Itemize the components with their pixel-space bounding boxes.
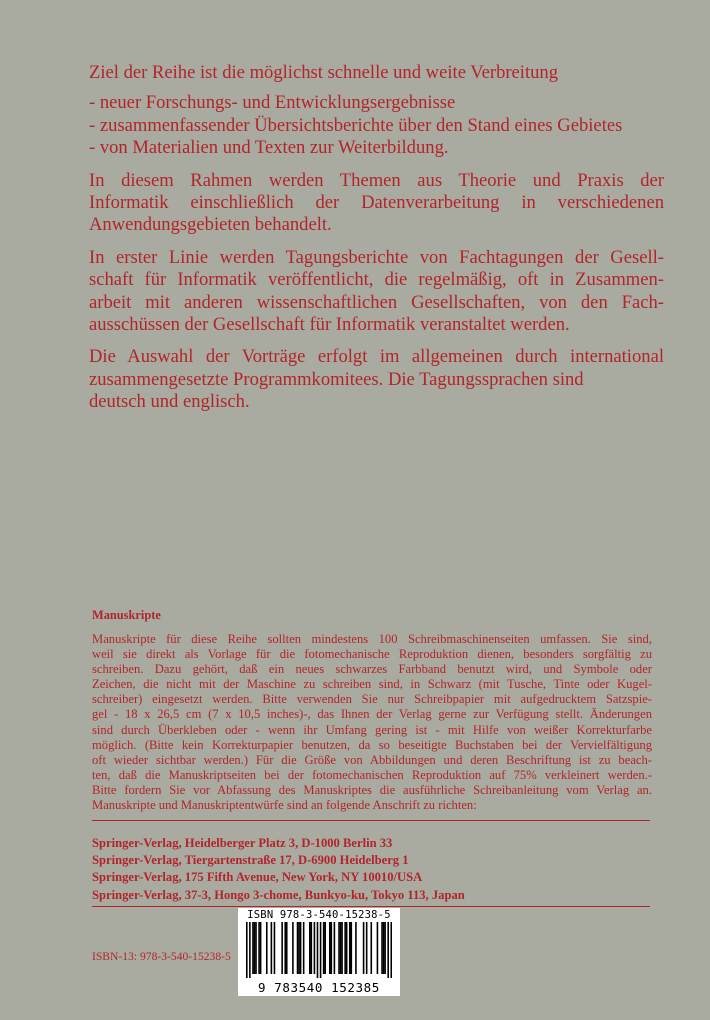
barcode-bar — [344, 922, 346, 974]
barcode-bar — [323, 922, 325, 974]
barcode-bar — [286, 922, 288, 974]
barcode-isbn: ISBN 978-3-540-15238-5 — [247, 909, 391, 921]
paragraph-line: In erster Linie werden Tagungsberichte von Fachtagungen der Gesell- — [89, 246, 664, 268]
barcode-bar — [297, 922, 299, 974]
manuscripts-heading: Manuskripte — [92, 608, 161, 622]
barcode-bar — [383, 922, 385, 974]
barcode-bar — [281, 922, 283, 974]
barcode-bar — [370, 922, 372, 974]
barcode-bar — [329, 922, 331, 974]
goal-item: - von Materialien und Texten zur Weiterbildung. — [89, 137, 449, 159]
manuscripts-line: möglich. (Bitte kein Korrekturpapier benutzen, da so beseitigte Buchstaben bei der Vervielfältigung — [92, 737, 652, 752]
manuscripts-line: gel - 18 x 26,5 cm (7 x 10,5 inches)-, das Ihnen der Verlag gerne zur Verfügung stellt. Änderungen — [92, 707, 652, 722]
series-description — [89, 62, 664, 414]
barcode-bar — [274, 922, 276, 974]
paragraph-line: zusammengesetzte Programmkomitees. Die Tagungssprachen sind — [89, 368, 584, 390]
barcode-bar — [377, 922, 379, 974]
barcode-bar — [303, 922, 305, 974]
barcode-bar — [260, 922, 262, 974]
manuscripts-line: weil sie direkt als Vorlage für die fotomechanische Reproduktion dienen, besonders sorgfältig zu — [92, 647, 652, 662]
barcode-bar — [311, 922, 313, 974]
paragraph-line: In diesem Rahmen werden Themen aus Theorie und Praxis der — [89, 169, 664, 191]
barcode-digits: 9 783540 152385 — [258, 980, 380, 995]
manuscripts-line: Bitte fordern Sie vor Abfassung des Manuskriptes die ausführliche Schreibanleitung vom Verlag an. — [92, 782, 652, 797]
manuscripts-line: schreiben. Dazu gehört, daß ein neues schwarzes Farbband benutzt wird, und Symbole oder — [92, 662, 652, 677]
barcode-bar — [387, 922, 389, 978]
barcode-bar — [320, 922, 322, 978]
barcode-bar — [340, 922, 342, 974]
barcode-bar — [355, 922, 357, 974]
manuscripts-line: oft wieder sichtbar werden.) Für die Größe von Abbildungen und deren Beschriftung ist zu beach- — [92, 752, 652, 767]
address-berlin: Springer-Verlag, Heidelberger Platz 3, D-1000 Berlin 33 — [92, 836, 393, 850]
paragraph-line: Informatik einschließlich der Datenverarbeitung in verschiedenen — [89, 192, 664, 214]
barcode-bar — [317, 922, 319, 978]
barcode-bar — [246, 922, 248, 978]
address-new-york: Springer-Verlag, 175 Fifth Avenue, New York, NY 10010/USA — [92, 870, 423, 885]
barcode-bar — [266, 922, 268, 974]
topics-paragraph — [89, 170, 664, 237]
barcode-bar — [309, 922, 311, 974]
divider-top — [92, 820, 650, 821]
address-heidelberg: Springer-Verlag, Tiergartenstraße 17, D-6900 Heidelberg 1 — [92, 853, 409, 868]
barcode-bar — [324, 922, 326, 974]
paragraph-line: schaft für Informatik veröffentlicht, die regelmäßig, oft in Zusammen- — [89, 269, 664, 291]
manuscripts-line: Zeichen, die nicht mit der Maschine zu schreiben sind, in Schwarz (mit Tusche, Tinte oder Kugel- — [92, 677, 652, 692]
paragraph-line: Anwendungsgebieten behandelt. — [89, 214, 332, 236]
manuscripts-line: ten, daß die Manuskriptseiten bei der fotomechanischen Reproduktion auf 75% verkleinert werden.- — [92, 767, 652, 782]
barcode-bar — [338, 922, 340, 974]
selection-paragraph — [89, 346, 664, 413]
manuscripts-line: Manuskripte und Manuskriptentwürfe sind an folgende Anschrift zu richten: — [92, 798, 477, 813]
barcode-bar — [314, 922, 316, 974]
barcode-bar — [271, 922, 273, 974]
isbn-label: ISBN-13: 978-3-540-15238-5 — [92, 950, 231, 963]
barcode-bar — [258, 922, 260, 974]
barcode-bar — [331, 922, 333, 974]
barcode-bar — [363, 922, 365, 974]
barcode-bar — [252, 922, 254, 974]
paragraph-line: Die Auswahl der Vorträge erfolgt im allgemeinen durch international — [89, 346, 664, 368]
manuscripts-text — [92, 632, 652, 813]
barcode-bar — [341, 922, 343, 974]
barcode-bar — [384, 922, 386, 974]
barcode-bar — [292, 922, 294, 974]
paragraph-line: ausschüssen der Gesellschaft für Informatik veranstaltet werden. — [89, 314, 570, 336]
barcode-bar — [255, 922, 257, 974]
manuscripts-line: schreiber) eingesetzt werden. Bitte verwenden Sie nur Schreibpapier mit aufgedrucktem Satzspie- — [92, 692, 652, 707]
barcode-bar — [254, 922, 256, 974]
barcode — [238, 908, 400, 996]
goal-item: - zusammenfassender Übersichtsberichte über den Stand eines Gebietes — [89, 114, 623, 136]
barcode-bar — [366, 922, 368, 974]
barcode-bar — [390, 922, 392, 978]
paragraph-line: deutsch und englisch. — [89, 391, 250, 413]
barcode-bars — [246, 922, 392, 978]
publisher-addresses — [92, 835, 465, 904]
goal-item: - neuer Forschungs- und Entwicklungsergebnisse — [89, 92, 456, 114]
goal-list — [89, 92, 664, 159]
paragraph-line: arbeit mit anderen wissenschaftlichen Gesellschaften, von den Fach- — [89, 291, 664, 313]
proceedings-paragraph — [89, 247, 664, 337]
lead-sentence: Ziel der Reihe ist die möglichst schnelle und weite Verbreitung — [89, 62, 559, 83]
barcode-bar — [300, 922, 302, 974]
manuscripts-line: sind durch Überkleben oder - wenn ihr Umfang gering ist - mit Hilfe von weißer Korrekturfarbe — [92, 722, 652, 737]
barcode-bar — [284, 922, 286, 974]
barcode-bar — [349, 922, 351, 974]
barcode-bar — [346, 922, 348, 974]
barcode-bar — [381, 922, 383, 974]
barcode-bar — [249, 922, 251, 978]
barcode-bar — [334, 922, 336, 974]
manuscripts-line: Manuskripte für diese Reihe sollten mindestens 100 Schreibmaschinenseiten umfassen. Sie sind, — [92, 632, 652, 646]
barcode-bar — [351, 922, 353, 974]
barcode-bar — [298, 922, 300, 974]
address-tokyo: Springer-Verlag, 37-3, Hongo 3-chome, Bunkyo-ku, Tokyo 113, Japan — [92, 887, 465, 902]
